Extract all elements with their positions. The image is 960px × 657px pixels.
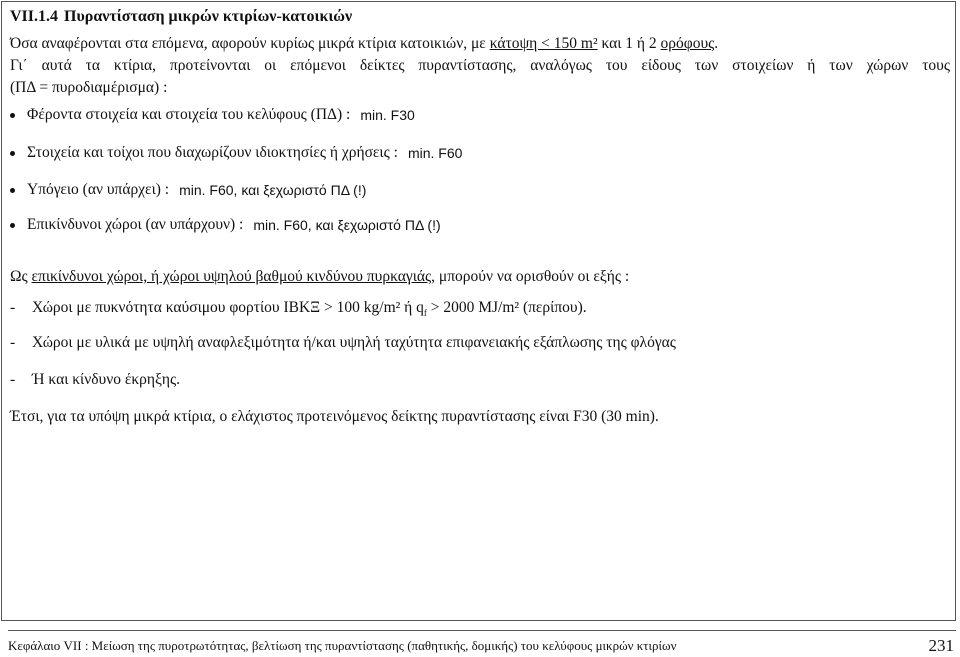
footer-divider (8, 630, 956, 631)
dash-text: Χώροι με υλικά με υψηλή αναφλεξιμότητα ή/και υψηλή ταχύτητα επιφανειακής εξάπλωσης της φλόγας (32, 334, 676, 351)
footer-chapter: Κεφάλαιο VII : Μείωση της πυροτρωτότητας, βελτίωση της πυραντίστασης (παθητικής, δομικής) του κελύφους μικρών κτιρίων (8, 638, 677, 653)
bullet-item (10, 181, 366, 199)
bullet-label: Επικίνδυνοι χώροι (αν υπάρχουν) : (27, 216, 244, 233)
bullet-icon (10, 113, 15, 118)
dash-text: Χώροι με πυκνότητα καύσιμου φορτίου ΙΒΚΞ > 100 kg/m² ή q (32, 299, 424, 316)
page-number: 231 (928, 636, 954, 655)
bullet-value: min. F30 (360, 107, 415, 123)
bullet-icon (10, 223, 15, 228)
dash-item (10, 299, 587, 318)
dash-subscript: f (423, 308, 427, 319)
bullet-label: Φέροντα στοιχεία και στοιχεία του κελύφους (ΠΔ) : (27, 106, 351, 123)
bullet-icon (10, 151, 15, 156)
bullet-value: min. F60, και ξεχωριστό ΠΔ (!) (253, 217, 441, 233)
danger-underlined: επικίνδυνοι χώροι, ή χώροι υψηλού βαθμού κινδύνου πυρκαγιάς, (31, 268, 436, 285)
danger-prefix: Ως (10, 268, 32, 285)
danger-definition (10, 268, 629, 286)
section-number: VII.1.4 (10, 8, 59, 25)
intro-underlined-floors: ορόφους (660, 35, 715, 52)
intro-line-1 (10, 35, 950, 53)
dash-item (10, 334, 676, 352)
bullet-item (10, 106, 415, 124)
intro-text: . (714, 35, 719, 52)
bullet-item (10, 216, 441, 234)
bullet-item (10, 144, 462, 162)
content-frame (1, 1, 956, 621)
intro-line-3: (ΠΔ = πυροδιαμέρισμα) : (10, 79, 168, 96)
bullet-label: Στοιχεία και τοίχοι που διαχωρίζουν ιδιοκτησίες ή χρήσεις : (27, 144, 398, 161)
bullet-label: Υπόγειο (αν υπάρχει) : (27, 181, 170, 198)
dash-item (10, 371, 180, 389)
dash-text: Ή και κίνδυνο έκρηξης. (32, 371, 181, 388)
danger-suffix: μπορούν να ορισθούν οι εξής : (435, 268, 630, 285)
intro-text: και 1 ή 2 (597, 35, 661, 52)
dash-marker: - (10, 371, 16, 388)
bullet-value: min. F60, και ξεχωριστό ΠΔ (!) (179, 182, 367, 198)
intro-text: Όσα αναφέρονται στα επόμενα, αφορούν κυρίως μικρά κτίρια κατοικιών, με (10, 35, 490, 52)
section-heading (10, 8, 352, 26)
dash-marker: - (10, 334, 16, 351)
section-title: Πυραντίσταση μικρών κτιρίων-κατοικιών (64, 8, 353, 25)
intro-line-2: Γι΄ αυτά τα κτίρια, προτείνονται οι επόμενοι δείκτες πυραντίστασης, αναλόγως του είδους των στοιχείων ή των χώρων τους (10, 57, 950, 74)
dash-text: > 2000 MJ/m² (περίπου). (426, 299, 587, 316)
bullet-value: min. F60 (407, 145, 463, 161)
conclusion: Έτσι, για τα υπόψη μικρά κτίρια, ο ελάχιστος προτεινόμενος δείκτης πυραντίστασης είναι F30 (30 min). (10, 408, 659, 425)
dash-marker: - (10, 299, 16, 316)
intro-underlined-plan: κάτοψη < 150 m² (489, 35, 598, 52)
bullet-icon (10, 188, 15, 193)
